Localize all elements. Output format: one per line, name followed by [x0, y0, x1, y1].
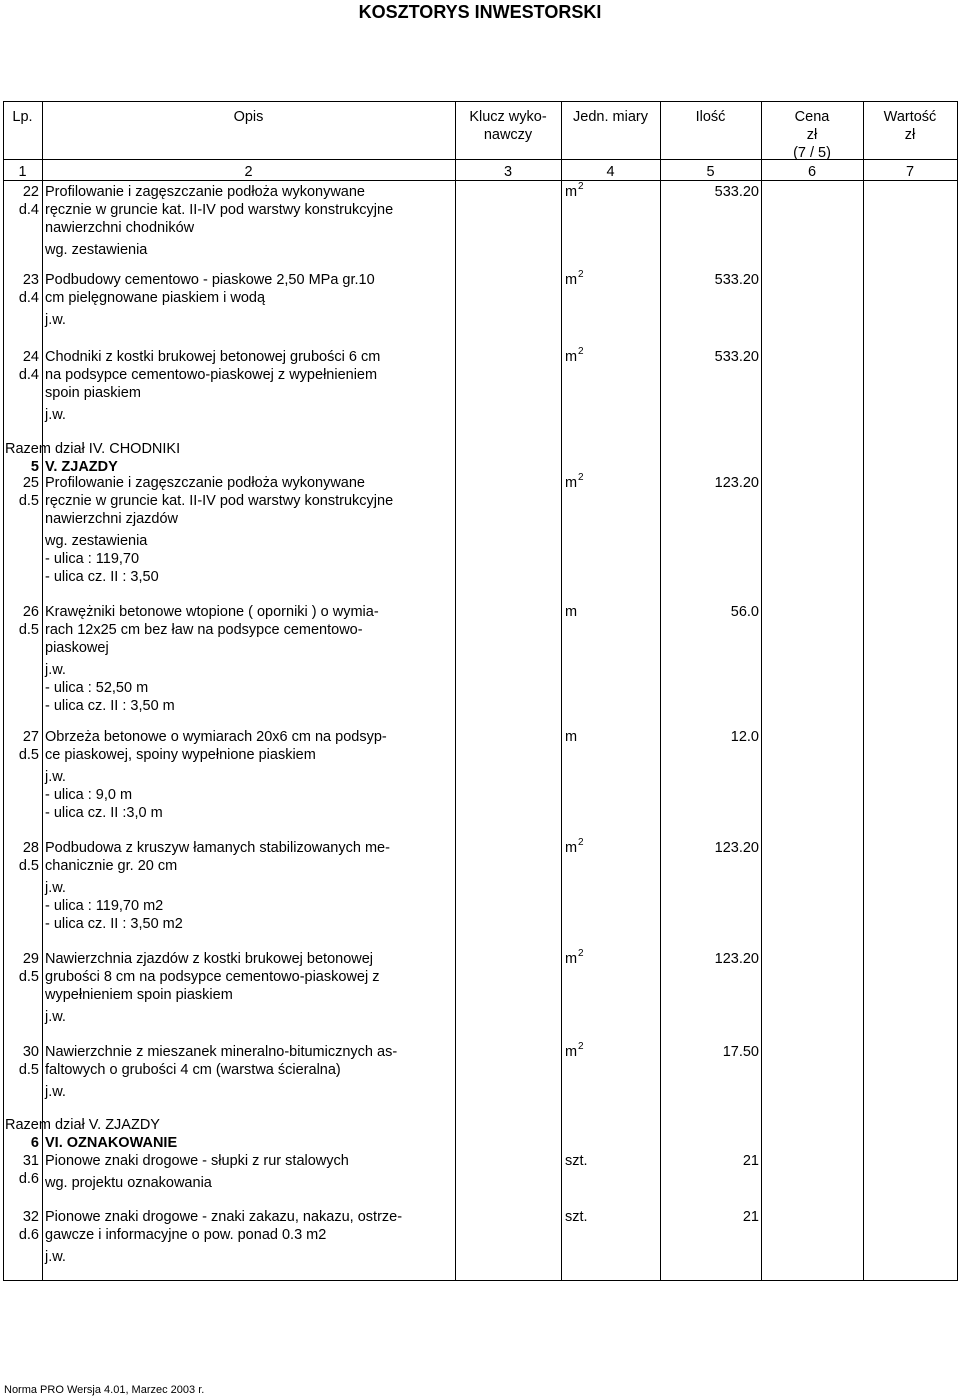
item-unit-exponent: 2	[578, 837, 584, 848]
item-description: rach 12x25 cm bez ław na podsypce cementowo-	[45, 622, 363, 638]
item-unit: m	[565, 840, 578, 856]
item-unit-exponent: 2	[578, 181, 584, 192]
item-description: nawierzchni chodników	[45, 220, 195, 236]
item-lp: 27	[22, 729, 39, 745]
item-lp: d.6	[18, 1171, 39, 1187]
item-note: j.w.	[45, 662, 66, 678]
col-number: 1	[18, 164, 27, 180]
item-lp: 31	[22, 1153, 39, 1169]
item-description: ręcznie w gruncie kat. II-IV pod warstwy konstrukcyjne	[45, 202, 394, 218]
item-note: j.w.	[45, 312, 66, 328]
item-unit-exponent: 2	[578, 472, 584, 483]
item-description: faltowych o grubości 4 cm (warstwa ścieralna)	[45, 1062, 341, 1078]
item-lp: d.5	[18, 747, 39, 763]
item-lp: d.4	[18, 367, 39, 383]
item-note: - ulica : 119,70 m2	[45, 898, 164, 914]
item-quantity: 12.0	[730, 729, 759, 745]
item-quantity: 21	[742, 1153, 759, 1169]
item-description: Podbudowy cementowo - piaskowe 2,50 MPa gr.10	[45, 272, 375, 288]
item-quantity: 17.50	[722, 1044, 759, 1060]
header-cena-1: Cena	[794, 109, 830, 125]
footer-note: Norma PRO Wersja 4.01, Marzec 2003 r.	[4, 1384, 205, 1396]
item-description: Nawierzchnia zjazdów z kostki brukowej betonowej	[45, 951, 374, 967]
header-klucz-1: Klucz wyko-	[469, 109, 547, 125]
section-title: V. ZJAZDY	[45, 459, 118, 475]
section-number: 5	[30, 459, 39, 475]
header-wartosc-2: zł	[904, 127, 916, 143]
col-number: 2	[244, 164, 253, 180]
header-cena-2: zł	[806, 127, 818, 143]
col-number: 5	[706, 164, 715, 180]
header-cena-3: (7 / 5)	[793, 145, 831, 161]
item-note: - ulica cz. II : 3,50 m2	[45, 916, 183, 932]
item-lp: d.5	[18, 493, 39, 509]
item-note: wg. zestawienia	[45, 533, 148, 549]
item-lp: 28	[22, 840, 39, 856]
cost-estimate-table	[3, 101, 958, 1281]
header-jedn: Jedn. miary	[573, 109, 648, 125]
item-lp: d.5	[18, 622, 39, 638]
item-note: wg. zestawienia	[45, 242, 148, 258]
item-unit: m	[565, 184, 578, 200]
item-description: ręcznie w gruncie kat. II-IV pod warstwy konstrukcyjne	[45, 493, 394, 509]
item-quantity: 123.20	[714, 475, 759, 491]
item-quantity: 56.0	[730, 604, 759, 620]
item-unit: m	[565, 349, 578, 365]
item-lp: d.6	[18, 1227, 39, 1243]
item-note: j.w.	[45, 1249, 66, 1265]
item-lp: 29	[22, 951, 39, 967]
item-lp: d.4	[18, 202, 39, 218]
item-quantity: 533.20	[714, 272, 759, 288]
section-total: Razem dział IV. CHODNIKI	[5, 441, 181, 457]
item-description: Pionowe znaki drogowe - znaki zakazu, nakazu, ostrze-	[45, 1209, 403, 1225]
item-lp: 23	[22, 272, 39, 288]
item-quantity: 123.20	[714, 840, 759, 856]
item-lp: d.5	[18, 858, 39, 874]
item-unit-exponent: 2	[578, 269, 584, 280]
item-unit-exponent: 2	[578, 948, 584, 959]
item-description: Krawężniki betonowe wtopione ( oporniki ) o wymia-	[45, 604, 379, 620]
item-unit: m	[565, 475, 578, 491]
item-description: cm pielęgnowane piaskiem i wodą	[45, 290, 266, 306]
item-note: - ulica : 119,70	[45, 551, 140, 567]
item-lp: 32	[22, 1209, 39, 1225]
item-note: - ulica : 9,0 m	[45, 787, 133, 803]
header-ilosc: Ilość	[695, 109, 726, 125]
item-description: Chodniki z kostki brukowej betonowej grubości 6 cm	[45, 349, 381, 365]
item-description: Podbudowa z kruszyw łamanych stabilizowanych me-	[45, 840, 390, 856]
item-description: gawcze i informacyjne o pow. ponad 0.3 m2	[45, 1227, 327, 1243]
item-note: - ulica : 52,50 m	[45, 680, 149, 696]
section-number: 6	[30, 1135, 39, 1151]
document-title: KOSZTORYS INWESTORSKI	[358, 2, 602, 22]
item-description: Pionowe znaki drogowe - słupki z rur stalowych	[45, 1153, 349, 1169]
item-unit: m	[565, 1044, 578, 1060]
item-lp: 26	[22, 604, 39, 620]
item-note: wg. projektu oznakowania	[45, 1175, 212, 1191]
item-note: j.w.	[45, 880, 66, 896]
header-opis: Opis	[233, 109, 264, 125]
item-lp: 25	[22, 475, 39, 491]
item-unit: m	[565, 272, 578, 288]
col-number: 6	[807, 164, 817, 180]
item-lp: 24	[22, 349, 39, 365]
item-description: spoin piaskiem	[45, 385, 141, 401]
header-wartosc-1: Wartość	[883, 109, 937, 125]
item-description: na podsypce cementowo-piaskowej z wypełnieniem	[45, 367, 378, 383]
item-description: piaskowej	[45, 640, 109, 656]
item-unit: m	[565, 729, 578, 745]
header-lp: Lp.	[12, 109, 33, 125]
item-note: - ulica cz. II :3,0 m	[45, 805, 163, 821]
item-quantity: 533.20	[714, 349, 759, 365]
section-total: Razem dział V. ZJAZDY	[5, 1117, 160, 1133]
col-number: 4	[606, 164, 615, 180]
item-unit: m	[565, 604, 578, 620]
item-quantity: 123.20	[714, 951, 759, 967]
item-description: nawierzchni zjazdów	[45, 511, 178, 527]
item-note: - ulica cz. II : 3,50	[45, 569, 159, 585]
item-description: Nawierzchnie z mieszanek mineralno-bitumicznych as-	[45, 1044, 398, 1060]
item-description: Profilowanie i zagęszczanie podłoża wykonywane	[45, 184, 365, 200]
col-number: 3	[503, 164, 513, 180]
item-lp: d.5	[18, 969, 39, 985]
item-lp: 22	[22, 184, 39, 200]
item-quantity: 533.20	[714, 184, 759, 200]
item-unit-exponent: 2	[578, 1041, 584, 1052]
item-note: j.w.	[45, 1009, 66, 1025]
item-description: ce piaskowej, spoiny wypełnione piaskiem	[45, 747, 316, 763]
item-lp: 30	[22, 1044, 39, 1060]
item-note: j.w.	[45, 407, 66, 423]
item-description: Obrzeża betonowe o wymiarach 20x6 cm na podsyp-	[45, 729, 387, 745]
header-klucz-2: nawczy	[483, 127, 533, 143]
item-note: j.w.	[45, 769, 66, 785]
item-unit: m	[565, 951, 578, 967]
item-description: Profilowanie i zagęszczanie podłoża wykonywane	[45, 475, 365, 491]
item-quantity: 21	[742, 1209, 759, 1225]
item-note: j.w.	[45, 1084, 66, 1100]
item-description: wypełnieniem spoin piaskiem	[45, 987, 233, 1003]
item-note: - ulica cz. II : 3,50 m	[45, 698, 175, 714]
item-lp: d.4	[18, 290, 39, 306]
item-description: grubości 8 cm na podsypce cementowo-piaskowej z	[45, 969, 380, 985]
item-unit: szt.	[565, 1209, 588, 1225]
item-description: chanicznie gr. 20 cm	[45, 858, 178, 874]
item-unit: szt.	[565, 1153, 588, 1169]
item-unit-exponent: 2	[578, 346, 584, 357]
item-lp: d.5	[18, 1062, 39, 1078]
col-number: 7	[905, 164, 915, 180]
section-title: VI. OZNAKOWANIE	[45, 1135, 178, 1151]
